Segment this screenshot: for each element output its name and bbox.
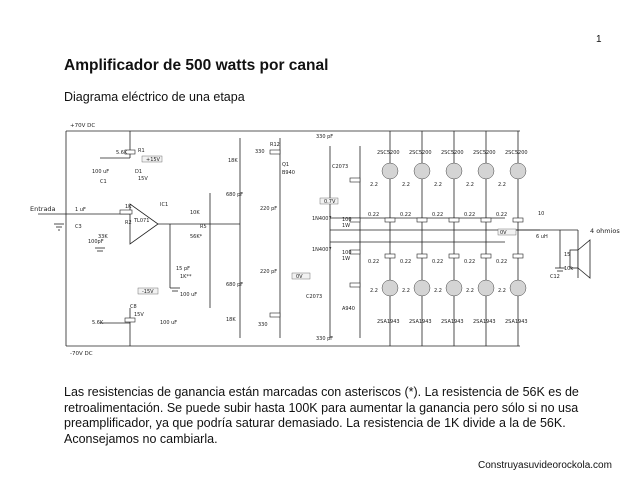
page-title: Amplificador de 500 watts por canal xyxy=(64,57,329,74)
speaker-icon xyxy=(570,240,590,278)
pnp-1: 2SA1943 xyxy=(377,319,400,325)
cin-label: C3 xyxy=(75,224,82,230)
re-9: 0.22 xyxy=(464,259,476,265)
c1-label: C1 xyxy=(100,179,107,185)
rb-7: 2.2 xyxy=(402,288,410,294)
npn-5: 2SC5200 xyxy=(505,150,528,156)
npn-1: 2SC5200 xyxy=(377,150,400,156)
c1-value: 100 uF xyxy=(92,169,110,175)
c8-label: C8 xyxy=(130,304,137,310)
pnp-4: 2SA1943 xyxy=(473,319,496,325)
r4-value: 5.6K xyxy=(92,320,104,326)
re-3: 0.22 xyxy=(432,212,444,218)
c6-value: 680 pF xyxy=(226,192,244,198)
pnp-2: 2SA1943 xyxy=(409,319,432,325)
r20-value: 15 xyxy=(564,252,571,258)
npn-4: 2SC5200 xyxy=(473,150,496,156)
r2-label: R2 xyxy=(125,220,132,226)
re-8: 0.22 xyxy=(432,259,444,265)
inductor-value: 6 uH xyxy=(536,234,548,240)
re-5: 0.22 xyxy=(496,212,508,218)
footer-website: Construyasuvideorockola.com xyxy=(478,460,612,471)
v-out-right-tag: 0V xyxy=(500,230,507,236)
circuit-schematic xyxy=(30,118,620,358)
input-label: Entrada xyxy=(30,205,56,213)
rb-3: 2.2 xyxy=(434,182,442,188)
description-paragraph: Las resistencias de ganancia están marcadas con asteriscos (*). La resistencia de 56K es de retroalimentación. Se puede subir hasta 100K para aumentar la ganancia pero sólo si no usa preamplificador, ya que podría saturar demasiado. La resistencia de 1K divide a la de 56K. Aconsejamos no cambiarla. xyxy=(64,385,579,446)
re-6: 0.22 xyxy=(368,259,380,265)
v-out-tag: 0V xyxy=(296,274,303,280)
q2-part: C2073 xyxy=(306,294,323,300)
pnp-5: 2SA1943 xyxy=(505,319,528,325)
negative-rail-label: -70V DC xyxy=(70,351,93,357)
pnp-3: 2SA1943 xyxy=(441,319,464,325)
cin-value: 1 uF xyxy=(75,207,86,213)
r3-value: 33K xyxy=(98,234,108,240)
r5-value: 10K xyxy=(190,210,200,216)
re-10: 0.22 xyxy=(496,259,508,265)
r5-label: R5 xyxy=(200,224,207,230)
r18-watt: 1W xyxy=(342,256,351,262)
d3-part: 1N4007 xyxy=(312,216,332,222)
r18-value: 100 xyxy=(342,250,352,256)
r21-value: 10k xyxy=(564,266,574,272)
r8-value: 18K xyxy=(228,158,238,164)
c4-value: 100 uF xyxy=(180,292,198,298)
q4-part: A940 xyxy=(342,306,355,312)
rb-10: 2.2 xyxy=(498,288,506,294)
v-mid-tag: 0.7V xyxy=(324,199,336,205)
schematic-wires xyxy=(38,131,578,346)
q3-part: C2073 xyxy=(332,164,349,170)
npn-3: 2SC5200 xyxy=(441,150,464,156)
r17-value: 100 xyxy=(342,217,352,223)
d4-part: 1N4007 xyxy=(312,247,332,253)
rb-2: 2.2 xyxy=(402,182,410,188)
c10-value: 10 xyxy=(538,211,545,217)
rb-4: 2.2 xyxy=(466,182,474,188)
c11-value: 330 pF xyxy=(316,134,334,140)
output-label: 4 ohmios xyxy=(590,227,620,235)
r7-value: 1K** xyxy=(180,274,192,280)
d2-value: 15V xyxy=(134,312,144,318)
c5-value: 15 pF xyxy=(176,266,191,272)
positive-rail-label: +70V DC xyxy=(70,123,96,129)
d1-label: D1 xyxy=(135,169,143,175)
c6b-value: 680 pF xyxy=(226,282,244,288)
r2-value: 1K xyxy=(125,204,132,210)
ic-label: IC1 xyxy=(160,202,169,208)
v-top-tag: +15V xyxy=(146,157,160,163)
r6-value: 56K* xyxy=(190,234,203,240)
c8-value: 100 uF xyxy=(160,320,178,326)
q1-label: Q1 xyxy=(282,162,290,168)
r1-label: R1 xyxy=(138,148,145,154)
ic-part: TL071 xyxy=(134,218,150,224)
r12-value: 330 xyxy=(255,149,265,155)
rb-9: 2.2 xyxy=(466,288,474,294)
c12-label: C12 xyxy=(550,274,560,280)
r13-value: 330 xyxy=(258,322,268,328)
rb-5: 2.2 xyxy=(498,182,506,188)
r8b-value: 18K xyxy=(226,317,236,323)
rb-1: 2.2 xyxy=(370,182,378,188)
page-number: 1 xyxy=(596,34,602,45)
c7-value: 220 pF xyxy=(260,206,278,212)
r17-watt: 1W xyxy=(342,223,351,229)
c2-value: 100pF xyxy=(88,239,104,245)
page-subtitle: Diagrama eléctrico de una etapa xyxy=(64,90,245,104)
opamp-symbol xyxy=(130,204,158,244)
re-2: 0.22 xyxy=(400,212,412,218)
re-4: 0.22 xyxy=(464,212,476,218)
v-bot-tag: -15V xyxy=(142,289,154,295)
q1-part: B940 xyxy=(282,170,295,176)
c11b-value: 330 pF xyxy=(316,336,334,342)
rb-6: 2.2 xyxy=(370,288,378,294)
re-7: 0.22 xyxy=(400,259,412,265)
r1-value: 5.6K xyxy=(116,150,128,156)
d1-value: 15V xyxy=(138,176,148,182)
re-1: 0.22 xyxy=(368,212,380,218)
npn-2: 2SC5200 xyxy=(409,150,432,156)
c7b-value: 220 pF xyxy=(260,269,278,275)
rb-8: 2.2 xyxy=(434,288,442,294)
r12-label: R12 xyxy=(270,142,280,148)
